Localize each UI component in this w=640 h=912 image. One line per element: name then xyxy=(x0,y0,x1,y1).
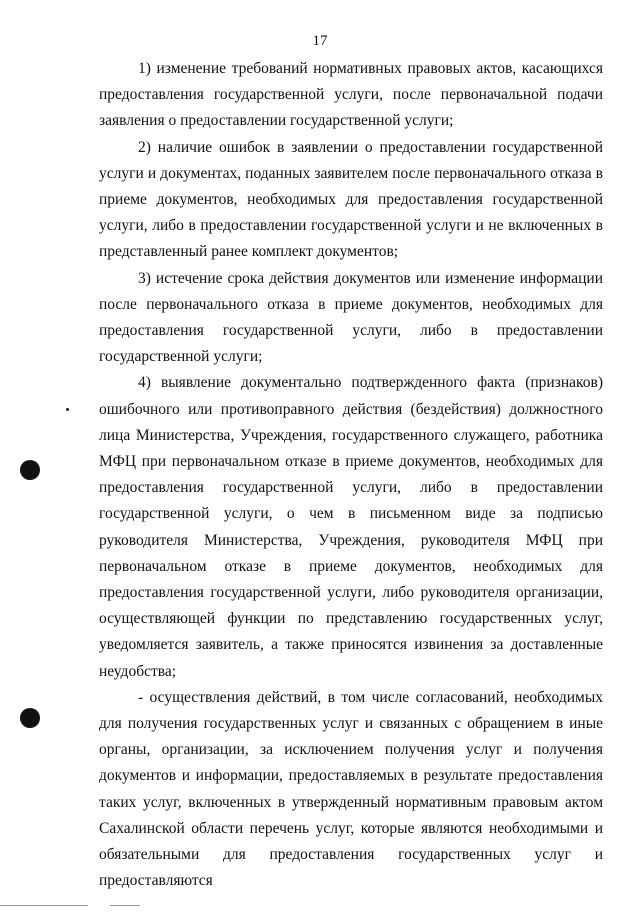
paragraph-3: 3) истечение срока действия документов или изменение информации после первоначального отказа в приеме документов, необходимых для предоставления государственной услуги, либо в предоставлении государственной услуги; xyxy=(99,269,603,366)
paragraph-5: - осуществления действий, в том числе согласований, необходимых для получения государственных услуг и связанных с обращением в иные органы, организации, за исключением получения услуг и получения документов и информации, предоставляемых в результате предоставления таких услуг, включенных в утвержденный нормативным правовым актом Сахалинской области перечень услуг, которые являются необходимыми и обязательными для предоставления государственных услуг и предоставляются xyxy=(99,688,603,890)
punch-hole-mark xyxy=(20,460,40,480)
page-number: 17 xyxy=(312,33,328,49)
scan-edge-line xyxy=(110,905,140,906)
paragraph-1: 1) изменение требований нормативных правовых актов, касающихся предоставления государственной услуги, после первоначальной подачи заявления о предоставлении государственной услуги; xyxy=(99,60,603,130)
scan-edge-line xyxy=(0,905,88,906)
punch-hole-mark xyxy=(20,708,40,728)
paragraph-4: 4) выявление документально подтвержденного факта (признаков) ошибочного или противоправного действия (бездействия) должностного лица Министерства, Учреждения, государственного служащего, работника МФЦ при первоначальном отказе в приеме документов, необходимых для предоставления государственной услуги, либо в предоставлении государственной услуги, о чем в письменном виде за подписью руководителя Министерства, Учреждения, руководителя МФЦ при первоначальном отказе в приеме документов, необходимых для предоставления государственной услуги, либо руководителя организации, осуществляющей функции по представлению государственных услуг, уведомляется заявитель, а также приносятся извинения за доставленные неудобства; xyxy=(99,374,603,680)
paragraph-2: 2) наличие ошибок в заявлении о предоставлении государственной услуги и документах, поданных заявителем после первоначального отказа в приеме документов, необходимых для предоставления государственной услуги, либо в предоставлении государственной услуги и не включенных в представленный ранее комплект документов; xyxy=(99,138,603,261)
body-text xyxy=(99,56,603,895)
scan-speck xyxy=(66,408,69,411)
